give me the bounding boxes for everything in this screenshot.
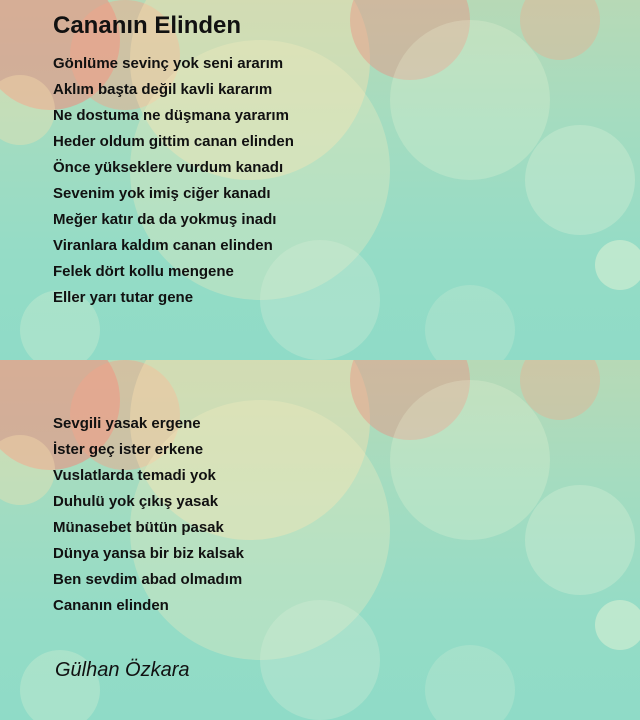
poem-line: Sevgili yasak ergene [53, 415, 201, 432]
poem-title: Cananın Elinden [53, 12, 242, 39]
poem-line: Cananın elinden [53, 597, 169, 614]
poem-line: Sevenim yok imiş ciğer kanadı [53, 185, 271, 202]
poem-stanza [53, 411, 244, 619]
poem-line: Viranlara kaldım canan elinden [53, 237, 273, 254]
poem-line: Ben sevdim abad olmadım [53, 571, 243, 588]
poem-line: Felek dört kollu mengene [53, 263, 234, 280]
poem-line: Eller yarı tutar gene [53, 289, 194, 306]
poem-line: Vuslatlarda temadi yok [53, 467, 216, 484]
poem-line: Ne dostuma ne düşmana yararım [53, 107, 289, 124]
poem-card-bottom [0, 360, 640, 720]
poem-line: Aklım başta değil kavli kararım [53, 81, 273, 98]
poem-line: Gönlüme sevinç yok seni ararım [53, 55, 284, 72]
poem-line: Meğer katır da da yokmuş inadı [53, 211, 277, 228]
poem-line: Önce yükseklere vurdum kanadı [53, 159, 284, 176]
poem-content [53, 0, 640, 360]
poem-content [53, 360, 640, 720]
poem-line: Heder oldum gittim canan elinden [53, 133, 294, 150]
poem-line: İster geç ister erkene [53, 441, 204, 458]
poem-line: Duhulü yok çıkış yasak [53, 493, 219, 510]
poem-stanza [53, 51, 294, 311]
poem-line: Dünya yansa bir biz kalsak [53, 545, 244, 562]
poem-line: Münasebet bütün pasak [53, 519, 224, 536]
poem-author: Gülhan Özkara [55, 659, 190, 681]
